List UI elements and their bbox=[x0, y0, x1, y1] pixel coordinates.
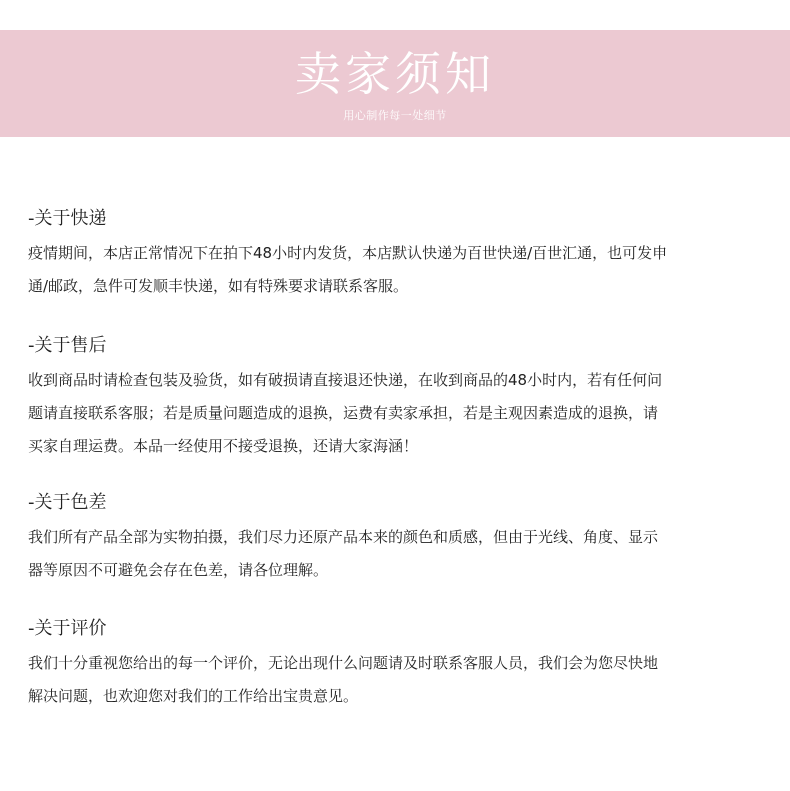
section-reviews bbox=[28, 617, 768, 713]
section-shipping bbox=[28, 207, 768, 303]
section-heading: -关于售后 bbox=[28, 335, 107, 356]
section-line: 我们十分重视您给出的每一个评价，无论出现什么问题请及时联系客服人员，我们会为您尽快地 bbox=[28, 654, 659, 672]
section-body bbox=[28, 647, 768, 713]
section-line: 收到商品时请检查包装及验货，如有破损请直接退还快递，在收到商品的48小时内，若有任何问 bbox=[28, 371, 663, 389]
section-line: 器等原因不可避免会存在色差，请各位理解。 bbox=[28, 561, 329, 579]
page-subtitle: 用心制作每一处细节 bbox=[343, 109, 447, 122]
section-heading: -关于色差 bbox=[28, 492, 107, 513]
section-line: 买家自理运费。本品一经使用不接受退换，还请大家海涵！ bbox=[28, 437, 419, 455]
section-line: 疫情期间，本店正常情况下在拍下48小时内发货，本店默认快递为百世快递/百世汇通，也可发申 bbox=[28, 244, 668, 262]
section-body bbox=[28, 364, 768, 463]
section-heading: -关于快递 bbox=[28, 208, 107, 229]
section-color-difference bbox=[28, 491, 768, 587]
header-banner bbox=[0, 30, 790, 137]
section-body bbox=[28, 521, 768, 587]
section-line: 解决问题，也欢迎您对我们的工作给出宝贵意见。 bbox=[28, 687, 359, 705]
section-body bbox=[28, 237, 768, 303]
section-line: 我们所有产品全部为实物拍摄，我们尽力还原产品本来的颜色和质感，但由于光线、角度、显示 bbox=[28, 528, 659, 546]
section-after-sales bbox=[28, 334, 768, 463]
section-heading: -关于评价 bbox=[28, 618, 107, 639]
page-title: 卖家须知 bbox=[295, 47, 495, 101]
section-line: 题请直接联系客服；若是质量问题造成的退换，运费有卖家承担，若是主观因素造成的退换，请 bbox=[28, 404, 659, 422]
section-line: 通/邮政，急件可发顺丰快递，如有特殊要求请联系客服。 bbox=[28, 277, 409, 295]
